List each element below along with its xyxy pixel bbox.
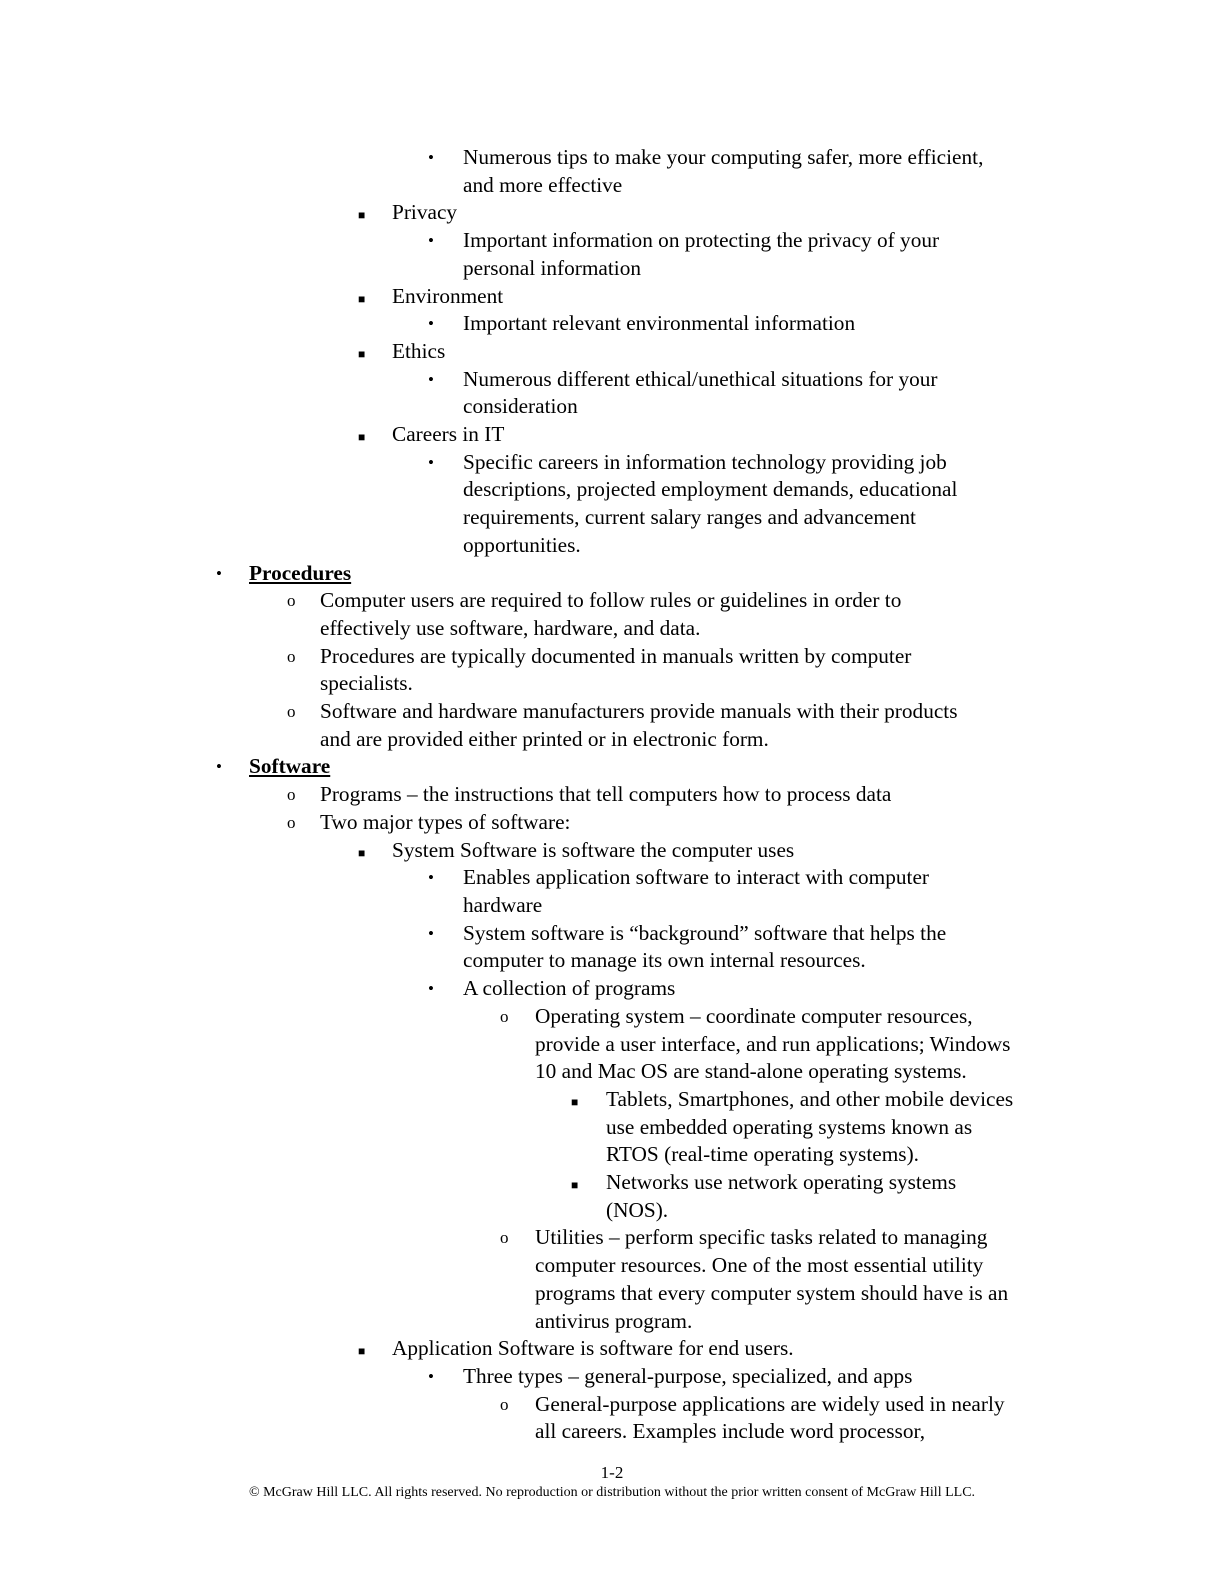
list-item-text: Enables application software to interact with computer [463, 865, 930, 890]
list-item-text: Important information on protecting the privacy of your [463, 228, 940, 253]
square-bullet-icon: ■ [358, 1344, 366, 1359]
list-item-text: requirements, current salary ranges and advancement [463, 505, 916, 530]
list-item-text: effectively use software, hardware, and data. [320, 615, 701, 640]
disc-bullet-icon: • [428, 314, 434, 334]
list-item-text: hardware [463, 892, 543, 917]
square-bullet-icon: ■ [358, 430, 366, 445]
list-item [0, 449, 1224, 560]
list-item-text: all careers. Examples include word processor, [535, 1419, 926, 1444]
disc-bullet-icon: • [216, 563, 222, 583]
list-item-text: Programs – the instructions that tell computers how to process data [320, 782, 892, 807]
list-item [0, 837, 1224, 865]
list-item [0, 1391, 1224, 1446]
list-item-text: computer to manage its own internal resources. [463, 948, 866, 973]
list-item [0, 421, 1224, 449]
list-item [0, 587, 1224, 642]
list-item-text: consideration [463, 394, 578, 419]
list-item-text: and are provided either printed or in electronic form. [320, 726, 769, 751]
list-item-text: Tablets, Smartphones, and other mobile devices [606, 1086, 1014, 1111]
disc-bullet-icon: • [428, 148, 434, 167]
list-item-text: Important relevant environmental information [463, 311, 856, 336]
list-item-text: Ethics [392, 338, 446, 363]
list-item [0, 920, 1224, 975]
circle-bullet-icon: o [287, 646, 296, 666]
list-item-text: provide a user interface, and run applications; Windows [535, 1031, 1011, 1056]
circle-bullet-icon: o [287, 702, 296, 722]
document-body [0, 144, 1224, 1446]
list-item-text: Operating system – coordinate computer resources, [535, 1003, 973, 1028]
list-item [0, 698, 1224, 753]
circle-bullet-icon: o [287, 785, 296, 805]
list-item-text: Two major types of software: [320, 809, 571, 834]
section-heading-item [0, 753, 1224, 781]
list-item [0, 338, 1224, 366]
list-item-text: Procedures are typically documented in manuals written by computer [320, 643, 912, 668]
list-item-text: Privacy [392, 200, 458, 225]
list-item-text: Computer users are required to follow rules or guidelines in order to [320, 588, 902, 613]
list-item-text: specialists. [320, 671, 413, 696]
list-item [0, 1363, 1224, 1391]
list-item-text: Numerous tips to make your computing safer, more efficient, [463, 145, 984, 169]
disc-bullet-icon: • [216, 757, 222, 777]
list-item-text: RTOS (real-time operating systems). [606, 1142, 919, 1167]
list-item [0, 1003, 1224, 1086]
disc-bullet-icon: • [428, 1366, 434, 1386]
circle-bullet-icon: o [500, 1394, 509, 1414]
list-item-text: Software and hardware manufacturers provide manuals with their products [320, 699, 958, 724]
list-item-text: and more effective [463, 172, 623, 197]
list-item-text: 10 and Mac OS are stand-alone operating systems. [535, 1059, 967, 1084]
list-item-text: antivirus program. [535, 1308, 693, 1333]
list-item-text: personal information [463, 255, 642, 280]
square-bullet-icon: ■ [358, 346, 366, 361]
square-bullet-icon: ■ [358, 845, 366, 860]
list-item [0, 199, 1224, 227]
list-item-text: System Software is software the computer uses [392, 837, 795, 862]
list-item [0, 781, 1224, 809]
disc-bullet-icon: • [428, 868, 434, 888]
list-item-text: Utilities – perform specific tasks related to managing [535, 1225, 988, 1250]
disc-bullet-icon: • [428, 231, 434, 251]
disc-bullet-icon: • [428, 923, 434, 943]
section-heading: Procedures [249, 560, 352, 585]
disc-bullet-icon: • [428, 369, 434, 389]
circle-bullet-icon: o [287, 812, 296, 832]
disc-bullet-icon: • [428, 452, 434, 472]
list-item [0, 643, 1224, 698]
list-item-text: Careers in IT [392, 422, 505, 447]
list-item [0, 1169, 1224, 1224]
list-item [0, 366, 1224, 421]
list-item [0, 1335, 1224, 1363]
list-item-text: Networks use network operating systems [606, 1170, 957, 1195]
list-item-text: (NOS). [606, 1197, 669, 1222]
list-item-text: Environment [392, 283, 504, 308]
list-item-text: System software is “background” software that helps the [463, 920, 947, 945]
circle-bullet-icon: o [500, 1228, 509, 1248]
square-bullet-icon: ■ [571, 1178, 579, 1193]
page-number: 1-2 [600, 1463, 624, 1482]
list-item [0, 975, 1224, 1003]
list-item [0, 227, 1224, 282]
list-item-text: A collection of programs [463, 976, 676, 1001]
list-item-text: descriptions, projected employment demands, educational [463, 477, 958, 502]
list-item-text: Three types – general-purpose, specialized, and apps [463, 1363, 913, 1388]
list-item [0, 283, 1224, 311]
square-bullet-icon: ■ [358, 208, 366, 223]
disc-bullet-icon: • [428, 979, 434, 999]
list-item-text: Application Software is software for end users. [392, 1336, 794, 1361]
square-bullet-icon: ■ [358, 291, 366, 306]
list-item [0, 864, 1224, 919]
list-item [0, 310, 1224, 338]
list-item [0, 809, 1224, 837]
list-item-text: opportunities. [463, 532, 581, 557]
section-heading-item [0, 560, 1224, 588]
list-item [0, 1086, 1224, 1169]
list-item-text: Numerous different ethical/unethical situations for your [463, 366, 938, 391]
list-item-text: Specific careers in information technology providing job [463, 449, 947, 474]
list-item-text: General-purpose applications are widely used in nearly [535, 1391, 1005, 1416]
list-item [0, 144, 1224, 199]
list-item [0, 1224, 1224, 1335]
section-heading: Software [249, 754, 331, 779]
copyright-notice: © McGraw Hill LLC. All rights reserved. No reproduction or distribution without the prior written consent of McGraw Hill LLC. [248, 1485, 976, 1500]
square-bullet-icon: ■ [571, 1094, 579, 1109]
circle-bullet-icon: o [287, 591, 296, 611]
circle-bullet-icon: o [500, 1006, 509, 1026]
list-item-text: programs that every computer system should have is an [535, 1280, 1009, 1305]
list-item-text: use embedded operating systems known as [606, 1114, 973, 1139]
list-item-text: computer resources. One of the most essential utility [535, 1253, 984, 1278]
